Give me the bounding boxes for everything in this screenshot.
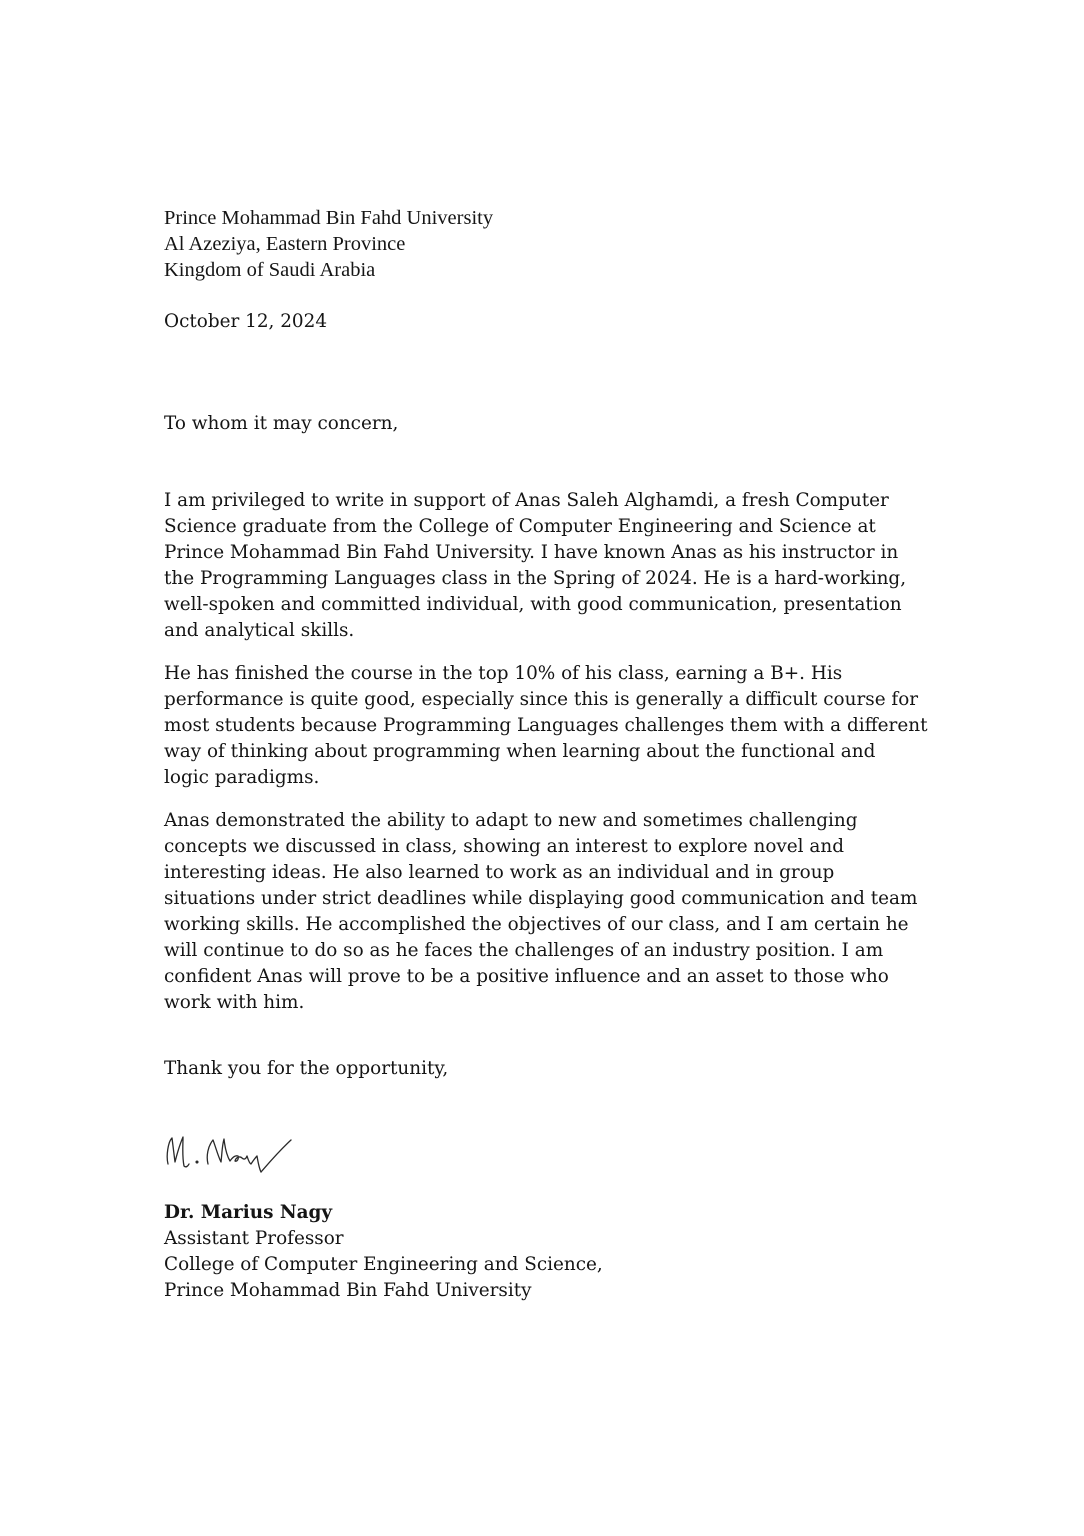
signer-title: Assistant Professor — [164, 1228, 344, 1249]
paragraph-line: confident Anas will prove to be a positive influence and an asset to those who — [164, 966, 889, 987]
body-paragraph — [164, 808, 934, 1016]
paragraph-line: logic paradigms. — [164, 767, 320, 788]
paragraph-line: I am privileged to write in support of Anas Saleh Alghamdi, a fresh Computer — [164, 490, 889, 511]
sender-address-line: Al Azeziya, Eastern Province — [164, 233, 406, 255]
sender-address-line: Kingdom of Saudi Arabia — [164, 259, 376, 281]
paragraph-line: interesting ideas. He also learned to work as an individual and in group — [164, 862, 835, 883]
letter-body — [164, 488, 934, 1033]
paragraph-line: He has finished the course in the top 10% of his class, earning a B+. His — [164, 663, 843, 684]
paragraph-line: way of thinking about programming when learning about the functional and — [164, 741, 876, 762]
paragraph-line: Science graduate from the College of Computer Engineering and Science at — [164, 516, 876, 537]
sender-address — [164, 205, 493, 283]
letter-date: October 12, 2024 — [164, 311, 328, 332]
handwritten-signature — [158, 1128, 298, 1178]
paragraph-line: the Programming Languages class in the Spring of 2024. He is a hard-working, — [164, 568, 907, 589]
paragraph-line: and analytical skills. — [164, 620, 355, 641]
signer-university: Prince Mohammad Bin Fahd University — [164, 1280, 532, 1301]
paragraph-line: performance is quite good, especially since this is generally a difficult course for — [164, 689, 919, 710]
body-paragraph — [164, 488, 934, 644]
signer-department: College of Computer Engineering and Science, — [164, 1254, 603, 1275]
paragraph-line: Prince Mohammad Bin Fahd University. I have known Anas as his instructor in — [164, 542, 899, 563]
paragraph-line: Anas demonstrated the ability to adapt to new and sometimes challenging — [164, 810, 858, 831]
sender-address-line: Prince Mohammad Bin Fahd University — [164, 207, 494, 229]
paragraph-line: situations under strict deadlines while displaying good communication and team — [164, 888, 918, 909]
paragraph-line: concepts we discussed in class, showing an interest to explore novel and — [164, 836, 844, 857]
paragraph-line: work with him. — [164, 992, 305, 1013]
body-paragraph — [164, 661, 934, 791]
paragraph-line: will continue to do so as he faces the challenges of an industry position. I am — [164, 940, 884, 961]
salutation: To whom it may concern, — [164, 413, 399, 434]
signer-name: Dr. Marius Nagy — [164, 1202, 333, 1223]
signer-block — [164, 1200, 603, 1304]
paragraph-line: most students because Programming Languages challenges them with a different — [164, 715, 928, 736]
closing-line: Thank you for the opportunity, — [164, 1058, 449, 1079]
paragraph-line: well-spoken and committed individual, with good communication, presentation — [164, 594, 902, 615]
paragraph-line: working skills. He accomplished the objectives of our class, and I am certain he — [164, 914, 909, 935]
